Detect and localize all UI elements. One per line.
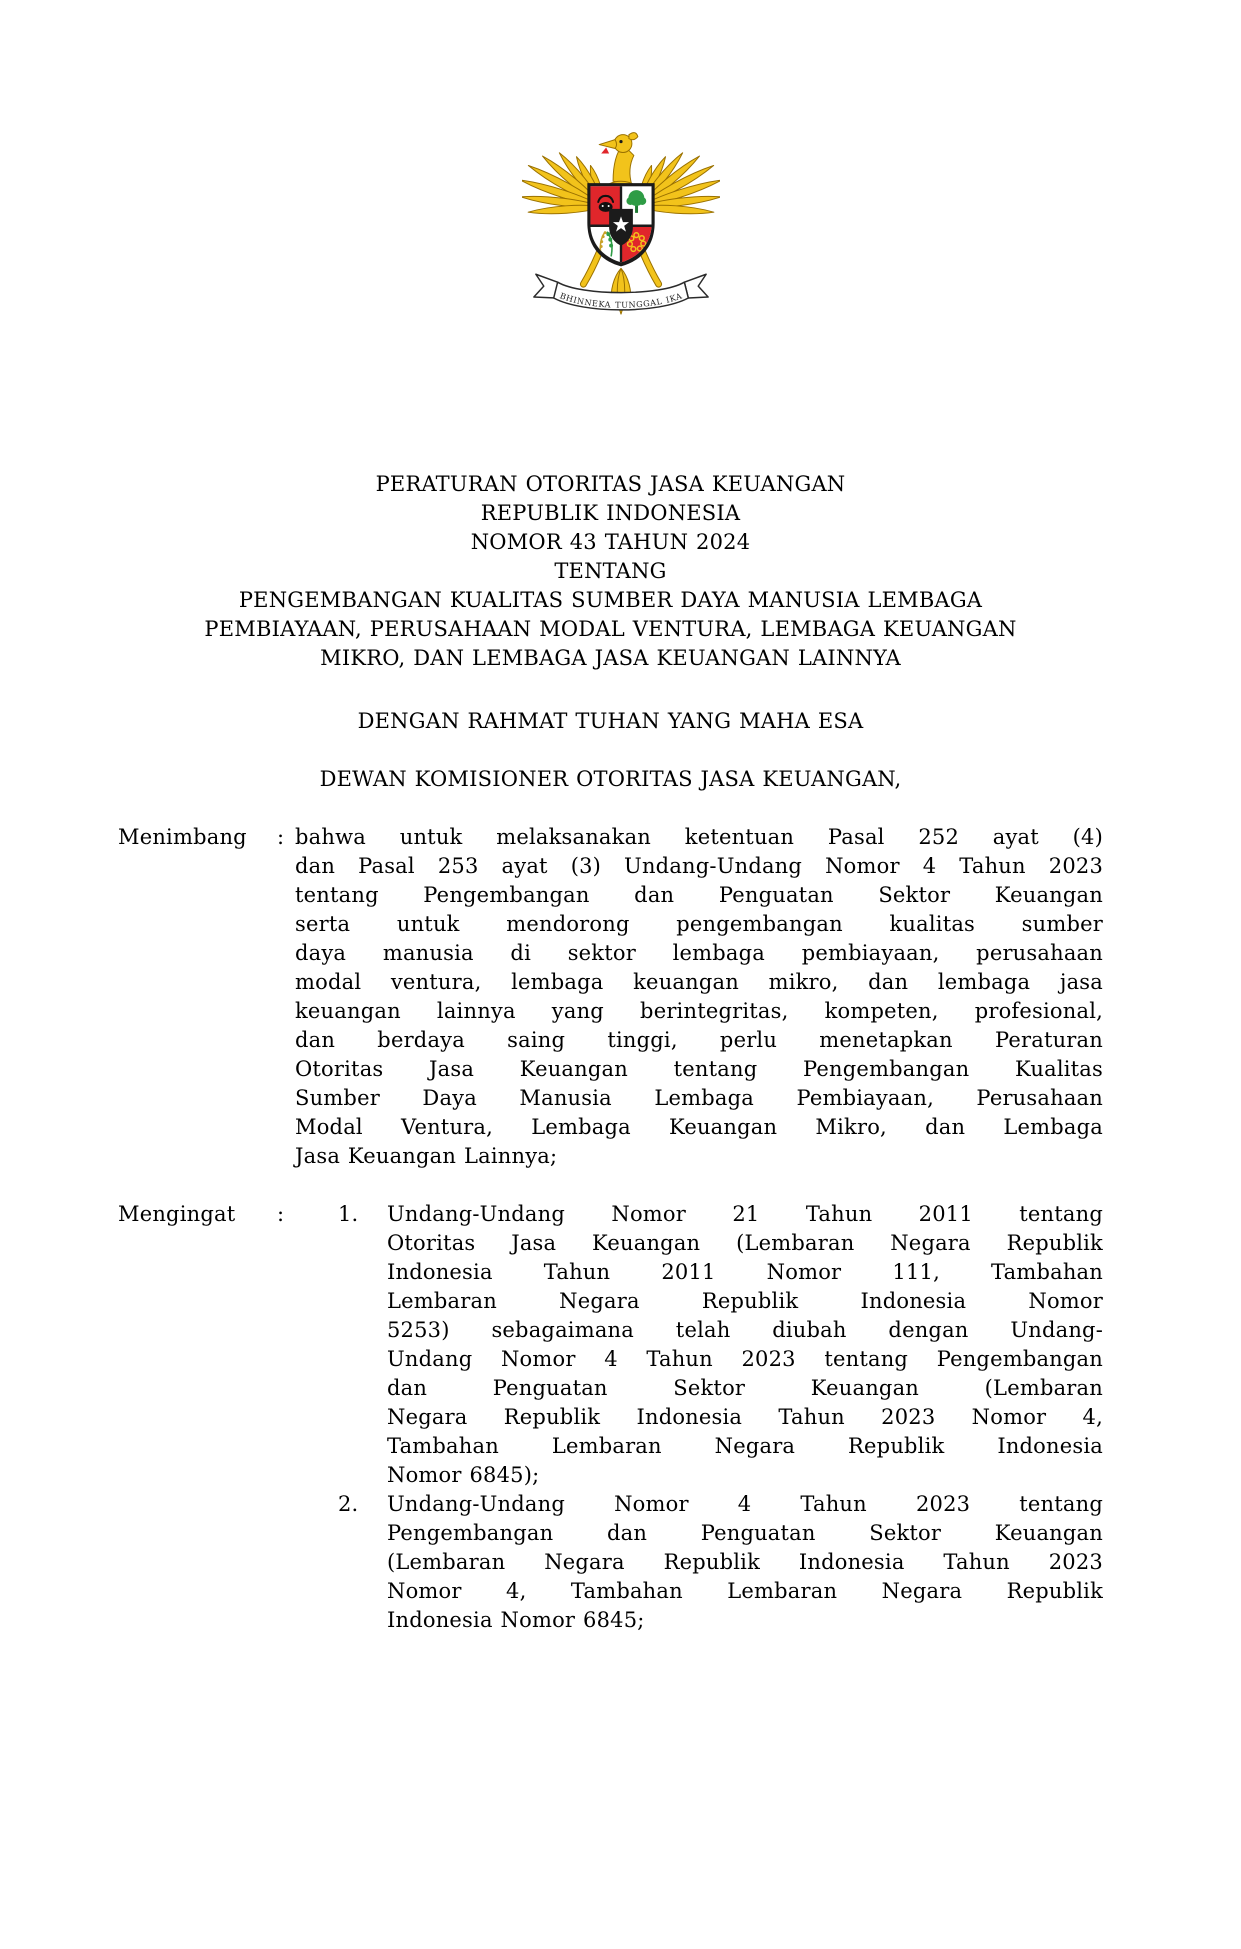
text-line: REPUBLIK INDONESIA [480,501,741,525]
garuda-head [599,133,638,186]
text-line: dan berdaya saing tinggi, perlu menetapkan Peraturan [295,1028,1103,1052]
text-line: bahwa untuk melaksanakan ketentuan Pasal 252 ayat (4) [295,825,1103,849]
list-item-number: 2. [338,1492,359,1516]
list-item-text [387,1490,1103,1635]
text-line: keuangan lainnya yang berintegritas, kompeten, profesional, [295,999,1103,1023]
text-line: (Lembaran Negara Republik Indonesia Tahun 2023 [387,1550,1103,1574]
list-item [338,1490,1103,1635]
mengingat-colon: : [277,1202,285,1226]
text-line: Sumber Daya Manusia Lembaga Pembiayaan, Perusahaan [295,1086,1103,1110]
text-line: Jasa Keuangan Lainnya; [295,1144,558,1168]
menimbang-label: Menimbang [118,825,247,849]
text-line: Tambahan Lembaran Negara Republik Indonesia [387,1434,1103,1458]
text-line: 5253) sebagaimana telah diubah dengan Undang- [387,1318,1103,1342]
menimbang-body [295,823,1103,1171]
text-line: Otoritas Jasa Keuangan tentang Pengembangan Kualitas [295,1057,1103,1081]
text-line: Nomor 6845); [387,1463,540,1487]
text-line: Otoritas Jasa Keuangan (Lembaran Negara Republik [387,1231,1103,1255]
text-line: tentang Pengembangan dan Penguatan Sektor Keuangan [295,883,1103,907]
mengingat-clause [118,1200,1103,1635]
text-line: Undang Nomor 4 Tahun 2023 tentang Pengembangan [387,1347,1103,1371]
mengingat-body [295,1200,1103,1635]
list-item-text [387,1200,1103,1490]
menimbang-colon: : [277,825,285,849]
rahmat-line: DENGAN RAHMAT TUHAN YANG MAHA ESA [357,709,864,733]
mengingat-label: Mengingat [118,1202,236,1226]
text-line: MIKRO, DAN LEMBAGA JASA KEUANGAN LAINNYA [320,646,901,670]
document-title [118,470,1103,673]
text-line: modal ventura, lembaga keuangan mikro, dan lembaga jasa [295,970,1103,994]
text-line: Undang-Undang Nomor 21 Tahun 2011 tentang [387,1202,1103,1226]
text-line: dan Pasal 253 ayat (3) Undang-Undang Nomor 4 Tahun 2023 [295,854,1103,878]
text-line: Nomor 4, Tambahan Lembaran Negara Republik [387,1579,1103,1603]
garuda-emblem [522,84,720,318]
text-line: daya manusia di sektor lembaga pembiayaan, perusahaan [295,941,1103,965]
text-line: Indonesia Tahun 2011 Nomor 111, Tambahan [387,1260,1103,1284]
menimbang-clause [118,823,1103,1171]
text-line: NOMOR 43 TAHUN 2024 [470,530,751,554]
list-item [338,1200,1103,1490]
text-line: PERATURAN OTORITAS JASA KEUANGAN [375,472,846,496]
text-line: serta untuk mendorong pengembangan kualitas sumber [295,912,1103,936]
text-line: Indonesia Nomor 6845; [387,1608,645,1632]
text-line: Modal Ventura, Lembaga Keuangan Mikro, dan Lembaga [295,1115,1103,1139]
text-line: dan Penguatan Sektor Keuangan (Lembaran [387,1376,1103,1400]
text-line: TENTANG [554,559,667,583]
text-line: PEMBIAYAAN, PERUSAHAAN MODAL VENTURA, LEMBAGA KEUANGAN [204,617,1017,641]
emblem-motto: BHINNEKA TUNGGAL IKA [558,290,683,310]
text-line: PENGEMBANGAN KUALITAS SUMBER DAYA MANUSIA LEMBAGA [238,588,983,612]
list-item-number: 1. [338,1202,359,1226]
text-line: Lembaran Negara Republik Indonesia Nomor [387,1289,1103,1313]
text-line: Pengembangan dan Penguatan Sektor Keuangan [387,1521,1103,1545]
issuer-line: DEWAN KOMISIONER OTORITAS JASA KEUANGAN, [319,767,902,791]
text-line: Negara Republik Indonesia Tahun 2023 Nomor 4, [387,1405,1103,1429]
text-line: Undang-Undang Nomor 4 Tahun 2023 tentang [387,1492,1103,1516]
garuda-emblem-svg [522,84,720,318]
